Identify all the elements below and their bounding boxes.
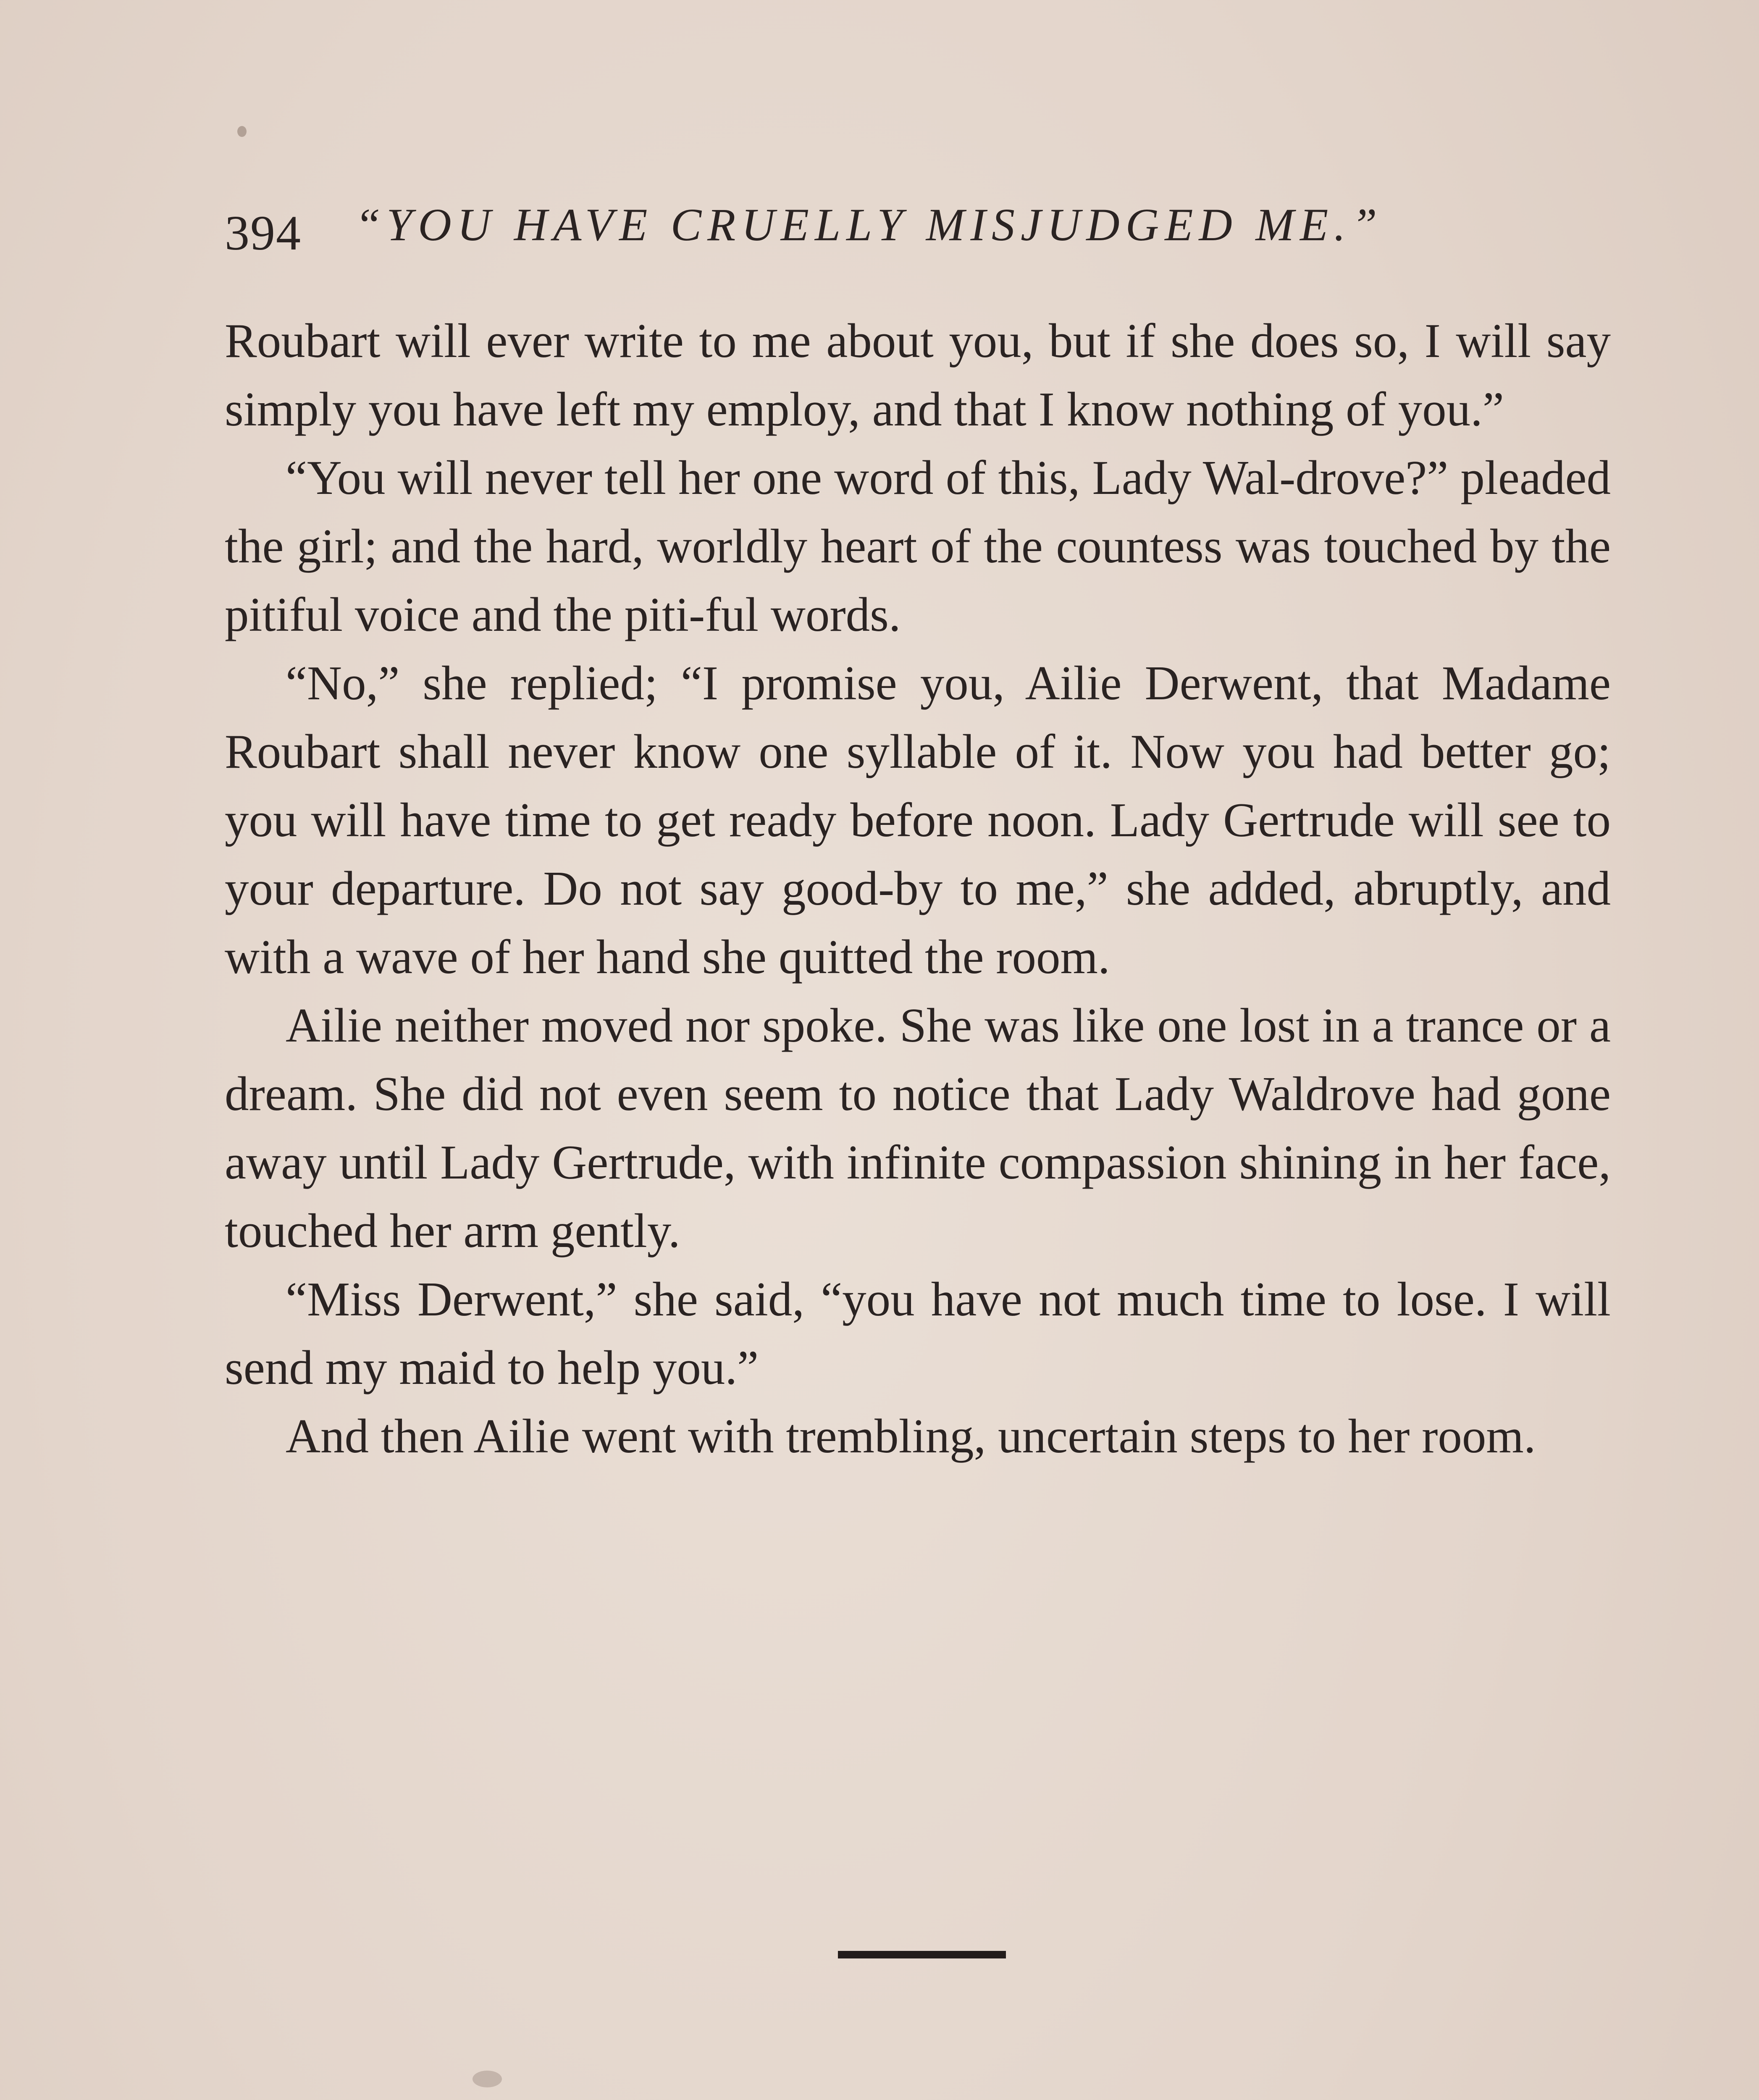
running-title: “YOU HAVE CRUELLY MISJUDGED ME.” (355, 199, 1383, 250)
paragraph: “Miss Derwent,” she said, “you have not much time to lose. I will send my maid to help you.” (225, 1273, 1611, 1394)
section-divider-rule (838, 1951, 1006, 1958)
paper-speck (473, 2071, 502, 2087)
body-text (225, 307, 1611, 1470)
running-head (225, 189, 1518, 260)
paragraph: Ailie neither moved nor spoke. She was like one lost in a trance or a dream. She did not even seem to notice that Lady Waldrove had gone away until Lady Gertrude, with infinite compassion shining in her face, touched her arm gently. (225, 999, 1611, 1257)
paragraph: Roubart will ever write to me about you, but if she does so, I will say simply you have left my employ, and that I know nothing of you.” (225, 314, 1611, 436)
paragraph: And then Ailie went with trembling, uncertain steps to her room. (286, 1410, 1536, 1463)
page-number: 394 (225, 205, 302, 260)
paragraph: “No,” she replied; “I promise you, Ailie Derwent, that Madame Roubart shall never know one syllable of it. Now you had better go; you will have time to get ready before noon. Lady Gertrude will see to your departure. Do not say good-by to me,” she added, abruptly, and with a wave of her hand she quitted the room. (225, 656, 1611, 984)
paragraph: “You will never tell her one word of this, Lady Wal-drove?” pleaded the girl; and the hard, worldly heart of the countess was touched by the pitiful voice and the piti-ful words. (225, 451, 1611, 641)
paper-speck (237, 126, 247, 137)
